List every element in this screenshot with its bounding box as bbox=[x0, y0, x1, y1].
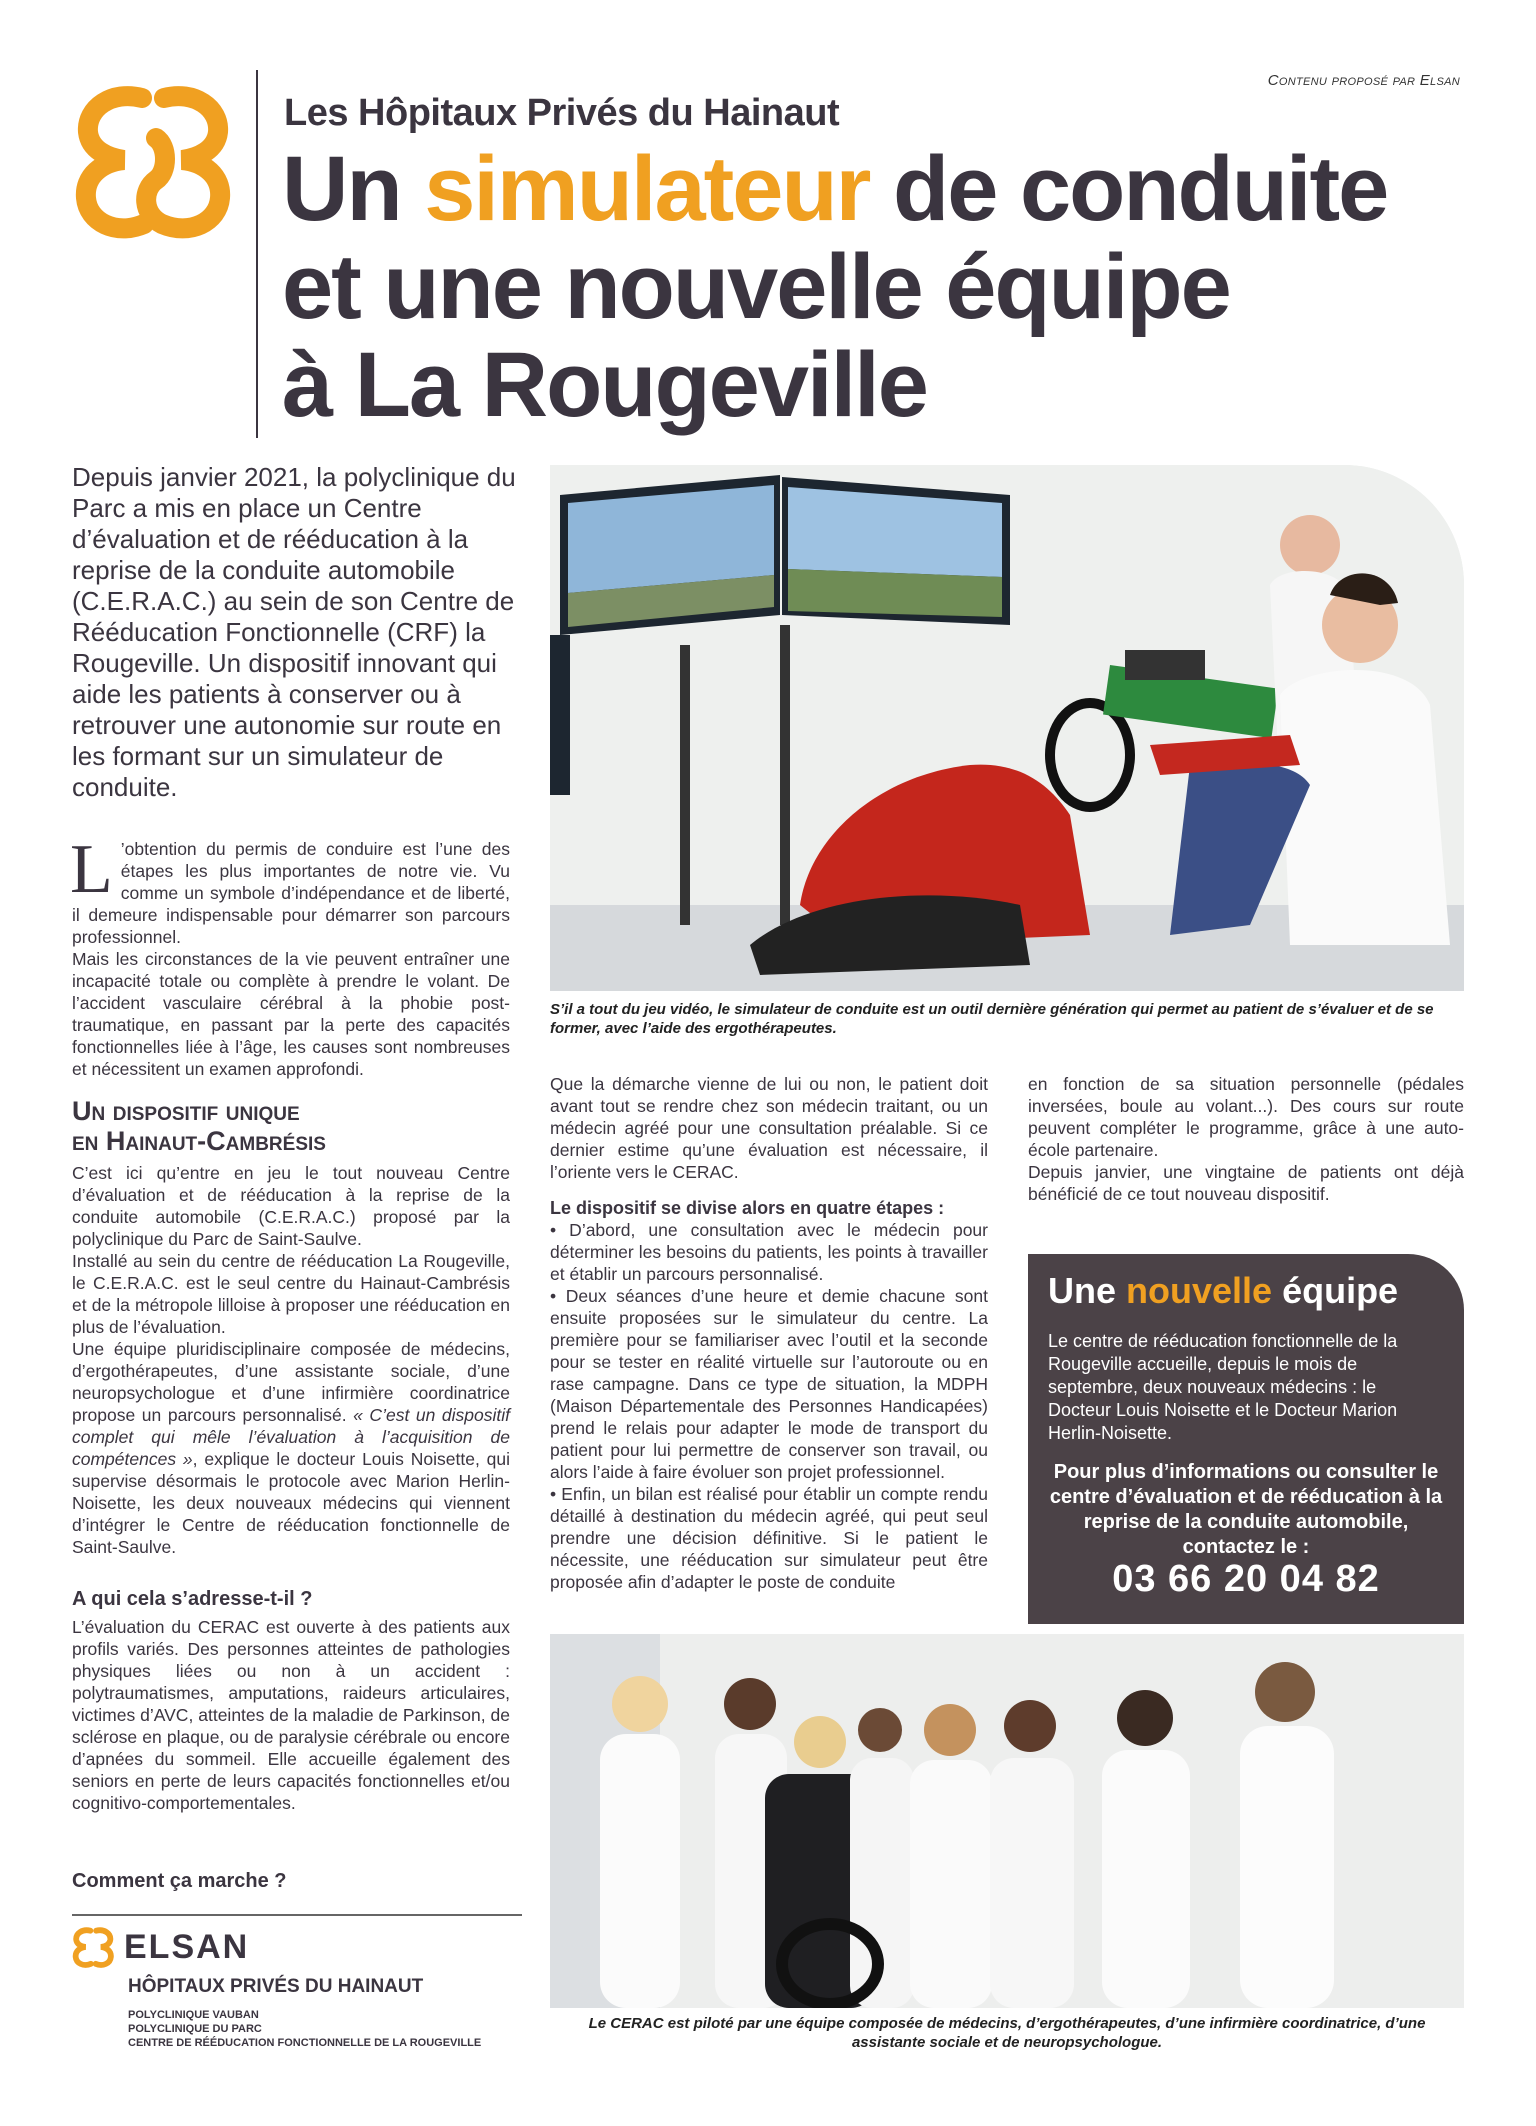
elsan-brand: ELSAN bbox=[124, 1927, 250, 1966]
step-item: • D’abord, une consultation avec le médecin pour déterminer les besoins du patients, les points à travailler et établir un parcours personnalisé. bbox=[550, 1220, 988, 1284]
site-item: POLYCLINIQUE VAUBAN bbox=[128, 2009, 259, 2021]
step-item: • Enfin, un bilan est réalisé pour établir un compte rendu détaillé à destination du médecin agréé, qui peut seul prendre une décision définitive. Si le patient le nécessite, une rééducation sur simulateur peut être proposée afin d’adapter le poste de conduite bbox=[550, 1484, 988, 1592]
step-item: • Deux séances d’une heure et demie chacune sont ensuite proposées sur le simulateur du centre. La première pour se familiariser avec l’outil et la seconde pour se tester en réalité virtuelle sur l’autoroute ou en rase campagne. Dans ce type de situation, la MDPH (Maison Départementale des Personnes Handicapées) prend le relais pour adapter le mode de transport du patient pour lui permettre de conserver son travail, ou alors l’aide à faire évoluer son projet professionnel. bbox=[550, 1286, 988, 1482]
site-item: CENTRE DE RÉÉDUCATION FONCTIONNELLE DE LA ROUGEVILLE bbox=[128, 2037, 482, 2049]
sponsor-credit: Contenu proposé par Elsan bbox=[1267, 72, 1460, 89]
lead-paragraph: Depuis janvier 2021, la polyclinique du Parc a mis en place un Centre d’évaluation et de rééducation à la reprise de la conduite automobile (C.E.R.A.C.) au sein de son Centre de Rééducation Fonctionnelle (CRF) la Rougeville. Un dispositif innovant qui aide les patients à conserver ou à retrouver une autonomie sur route en les formant sur un simulateur de conduite. bbox=[72, 462, 516, 802]
section-unique-text: C’est ici qu’entre en jeu le tout nouveau Centre d’évaluation et de rééducation à la reprise de la conduite automobile (C.E.R.A.C.) proposé par la polyclinique du Parc de Saint-Saulve. Installé au sein du centre de rééducation La Rougeville, le C.E.R.A.C. est le seul centre du Hainaut-Cambrésis et de la métropole lilloise à proposer une rééducation en plus de l’évaluation. Une équipe pluridisciplinaire composée de médecins, d’ergothérapeutes, d’une assistante sociale, d’une neuropsychologue et d’une infirmière coordinatrice propose un parcours personnalisé. « C’est un dispositif complet qui mêle l’évaluation à l’acquisition de compétences », explique le docteur Louis Noisette, qui supervise désormais le protocole avec Marion Herlin-Noisette, les deux nouveaux médecins qui viennent d’intégrer le Centre de rééducation fonctionnelle de Saint-Saulve. bbox=[72, 1163, 511, 1557]
section-heading-unique: Un dispositif unique en Hainaut-Cambrésis bbox=[72, 1096, 326, 1156]
column-3-text: en fonction de sa situation personnelle (pédales inversées, boule au volant...). Des cours sur route peuvent compléter le programme, grâce à une auto-école partenaire. Depuis janvier, une vingtaine de patients ont déjà bénéficié de ce tout nouveau dispositif. bbox=[1028, 1074, 1464, 1204]
column-2-text: Que la démarche vienne de lui ou non, le patient doit avant tout se rendre chez son médecin traitant, ou un médecin agréé pour une consultation préalable. Si ce dernier estime qu’une évaluation est nécessaire, il l’oriente vers le CERAC. Le dispositif se divise alors en quatre étapes : • D’abord, une consultation avec le médecin pour déterminer les besoins du patients, les points à travailler et établir un parcours personnalisé. • Deux séances d’une heure et demie chacune sont ensuite proposées sur le simulateur du centre. La première pour se familiariser avec l’outil et la seconde pour se tester en réalité virtuelle sur l’autoroute ou en rase campagne. Dans ce type de situation, la MDPH (Maison Départementale des Personnes Handicapées) prend le relais pour adapter le mode de transport du patient pour lui permettre de conserver son travail, ou alors l’aide à faire évoluer son projet professionnel. • Enfin, un bilan est réalisé pour établir un compte rendu détaillé à destination du médecin agréé, qui peut seul prendre une décision définitive. Si le patient le nécessite, une rééducation sur simulateur peut être proposée afin d’adapter le poste de conduite bbox=[550, 1074, 988, 1592]
box-title: Une nouvelle équipe bbox=[1048, 1270, 1399, 1311]
elsan-sites bbox=[128, 2008, 532, 2050]
dropcap: L bbox=[70, 831, 113, 908]
steps-heading: Le dispositif se divise alors en quatre étapes : bbox=[550, 1198, 945, 1218]
phone-number[interactable]: 03 66 20 04 82 bbox=[1112, 1558, 1380, 1600]
new-team-box bbox=[1028, 1254, 1464, 1624]
team-illustration bbox=[550, 1634, 1464, 2008]
footer-divider bbox=[72, 1914, 522, 1916]
team-photo bbox=[550, 1634, 1464, 2008]
box-text: Le centre de rééducation fonctionnelle de la Rougeville accueille, depuis le mois de septembre, deux nouveaux médecins : le Docteur Louis Noisette et le Docteur Marion Herlin-Noisette. bbox=[1048, 1331, 1398, 1443]
intro-text: L ’obtention du permis de conduire est l’une des étapes les plus importantes de notre vie. Vu comme un symbole d’indépendance et de liberté, il demeure indispensable pour démarrer son parcours professionnel. Mais les circonstances de la vie peuvent entraîner une incapacité totale ou complète à prendre le volant. De l’accident vasculaire cérébral à la phobie post-traumatique, en passant par la perte des capacités fonctionnelles liée à l’âge, les causes sont nombreuses et nécessitent un examen approfondi. bbox=[70, 831, 510, 1079]
team-caption: Le CERAC est piloté par une équipe composée de médecins, d’ergothérapeutes, d’une infirmière coordinatrice, d’une assistante sociale et de neuropsychologue. bbox=[588, 2015, 1426, 2051]
quote: « C’est un dispositif complet qui mêle l’évaluation à l’acquisition de compétences » bbox=[72, 1405, 510, 1469]
simulator-illustration bbox=[550, 465, 1464, 991]
elsan-small-logo-icon bbox=[72, 1926, 114, 1968]
headline: Un simulateur de conduite et une nouvelle équipe à La Rougeville bbox=[282, 138, 1388, 436]
elsan-group: HÔPITAUX PRIVÉS DU HAINAUT bbox=[128, 1976, 424, 1997]
header-divider bbox=[256, 70, 258, 438]
site-item: POLYCLINIQUE DU PARC bbox=[128, 2023, 262, 2035]
elsan-logo-icon bbox=[72, 80, 232, 240]
section-heading-how: Comment ça marche ? bbox=[72, 1870, 287, 1892]
header-subtitle: Les Hôpitaux Privés du Hainaut bbox=[284, 92, 840, 134]
simulator-photo bbox=[550, 465, 1464, 991]
elsan-footer bbox=[72, 1926, 532, 2050]
section-audience-text: L’évaluation du CERAC est ouverte à des patients aux profils variés. Des personnes atteintes de pathologies physiques liées ou non à un accident : polytraumatismes, amputations, raideurs articulaires, victimes d’AVC, atteintes de la maladie de Parkinson, de sclérose en plaque, ou de paralysie cérébrale ou encore d’apnées du sommeil. Elle accueille également des seniors en perte de leurs capacités fonctionnelles et/ou cognitivo-comportementales. bbox=[72, 1617, 510, 1813]
headline-accent: simulateur bbox=[424, 138, 870, 240]
simulator-caption: S’il a tout du jeu vidéo, le simulateur de conduite est un outil dernière génération qui permet au patient de s’évaluer et de se former, avec l’aide des ergothérapeutes. bbox=[550, 1001, 1434, 1037]
box-cta: Pour plus d’informations ou consulter le centre d’évaluation et de rééducation à la reprise de la conduite automobile, contactez le : bbox=[1049, 1461, 1443, 1558]
section-heading-audience: A qui cela s’adresse-t-il ? bbox=[72, 1588, 313, 1610]
